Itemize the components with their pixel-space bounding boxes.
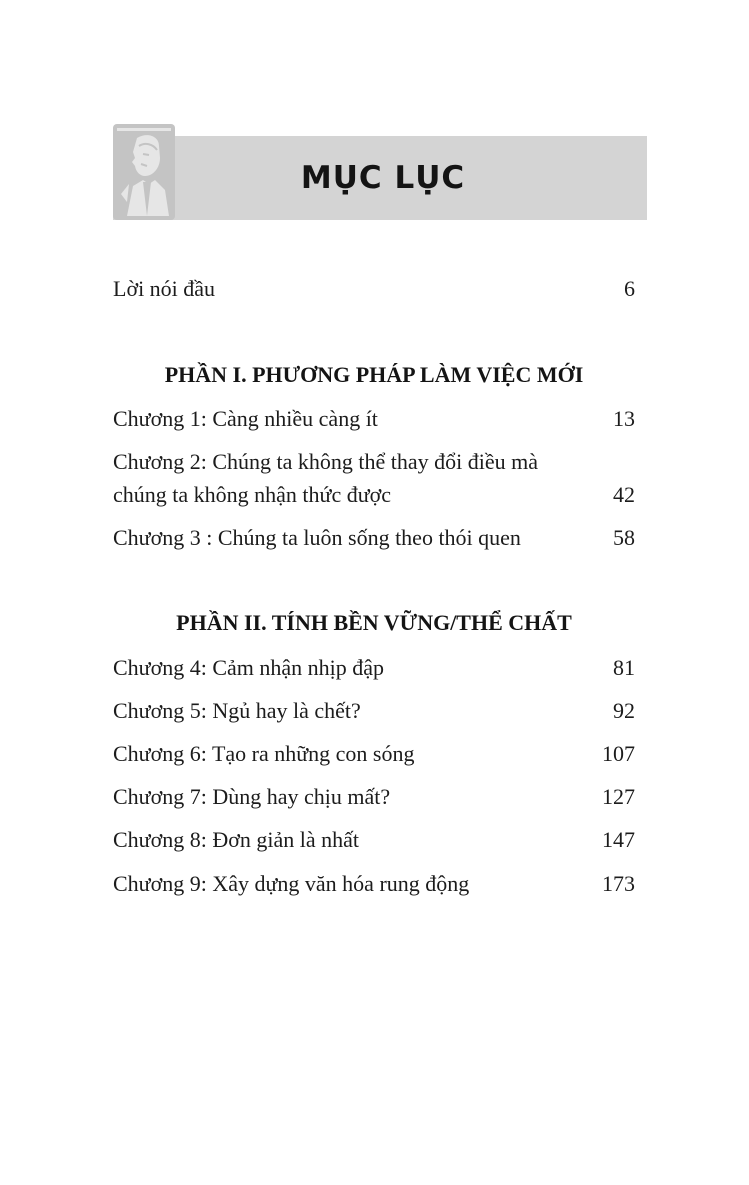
toc-preface[interactable] — [113, 272, 635, 305]
preface-title: Lời nói đầu — [113, 276, 216, 301]
chapter-title: Chương 9: Xây dựng văn hóa rung động — [113, 871, 470, 896]
toc-header-banner — [113, 124, 647, 220]
toc-chapter-5[interactable] — [113, 694, 635, 727]
page-title: MỤC LỤC — [300, 160, 466, 196]
part-1-heading: PHẦN I. PHƯƠNG PHÁP LÀM VIỆC MỚI — [164, 362, 584, 387]
toc-chapter-4[interactable] — [113, 651, 635, 684]
chapter-page: 173 — [602, 871, 635, 896]
toc-chapter-8[interactable] — [113, 823, 635, 856]
chapter-page: 81 — [613, 655, 635, 680]
chapter-title: Chương 8: Đơn giản là nhất — [113, 827, 359, 852]
chapter-page: 13 — [613, 406, 635, 431]
toc-chapter-3[interactable] — [113, 521, 635, 554]
toc-chapter-6[interactable] — [113, 737, 635, 770]
toc-chapter-9[interactable] — [113, 867, 635, 900]
part-2-heading: PHẦN II. TÍNH BỀN VỮNG/THỂ CHẤT — [176, 610, 572, 635]
chapter-title: Chương 3 : Chúng ta luôn sống theo thói quen — [113, 525, 521, 550]
chapter-page: 147 — [602, 827, 635, 852]
toc-chapter-1[interactable] — [113, 402, 635, 435]
chapter-page: 107 — [602, 741, 635, 766]
chapter-page: 58 — [613, 525, 635, 550]
chapter-title-line-1: Chương 2: Chúng ta không thể thay đổi điều mà — [113, 449, 539, 474]
chapter-title: Chương 5: Ngủ hay là chết? — [113, 698, 361, 723]
preface-page: 6 — [624, 276, 635, 301]
face-silhouette-icon — [113, 124, 175, 220]
chapter-page: 127 — [602, 784, 635, 809]
chapter-page: 42 — [613, 482, 635, 507]
toc-chapter-7[interactable] — [113, 780, 635, 813]
chapter-title: Chương 7: Dùng hay chịu mất? — [113, 784, 391, 809]
chapter-title: Chương 1: Càng nhiều càng ít — [113, 406, 378, 431]
chapter-title-line-2: chúng ta không nhận thức được — [113, 482, 392, 507]
chapter-title: Chương 6: Tạo ra những con sóng — [113, 741, 415, 766]
toc-chapter-2[interactable] — [113, 445, 635, 511]
chapter-page: 92 — [613, 698, 635, 723]
chapter-title: Chương 4: Cảm nhận nhịp đập — [113, 655, 385, 680]
